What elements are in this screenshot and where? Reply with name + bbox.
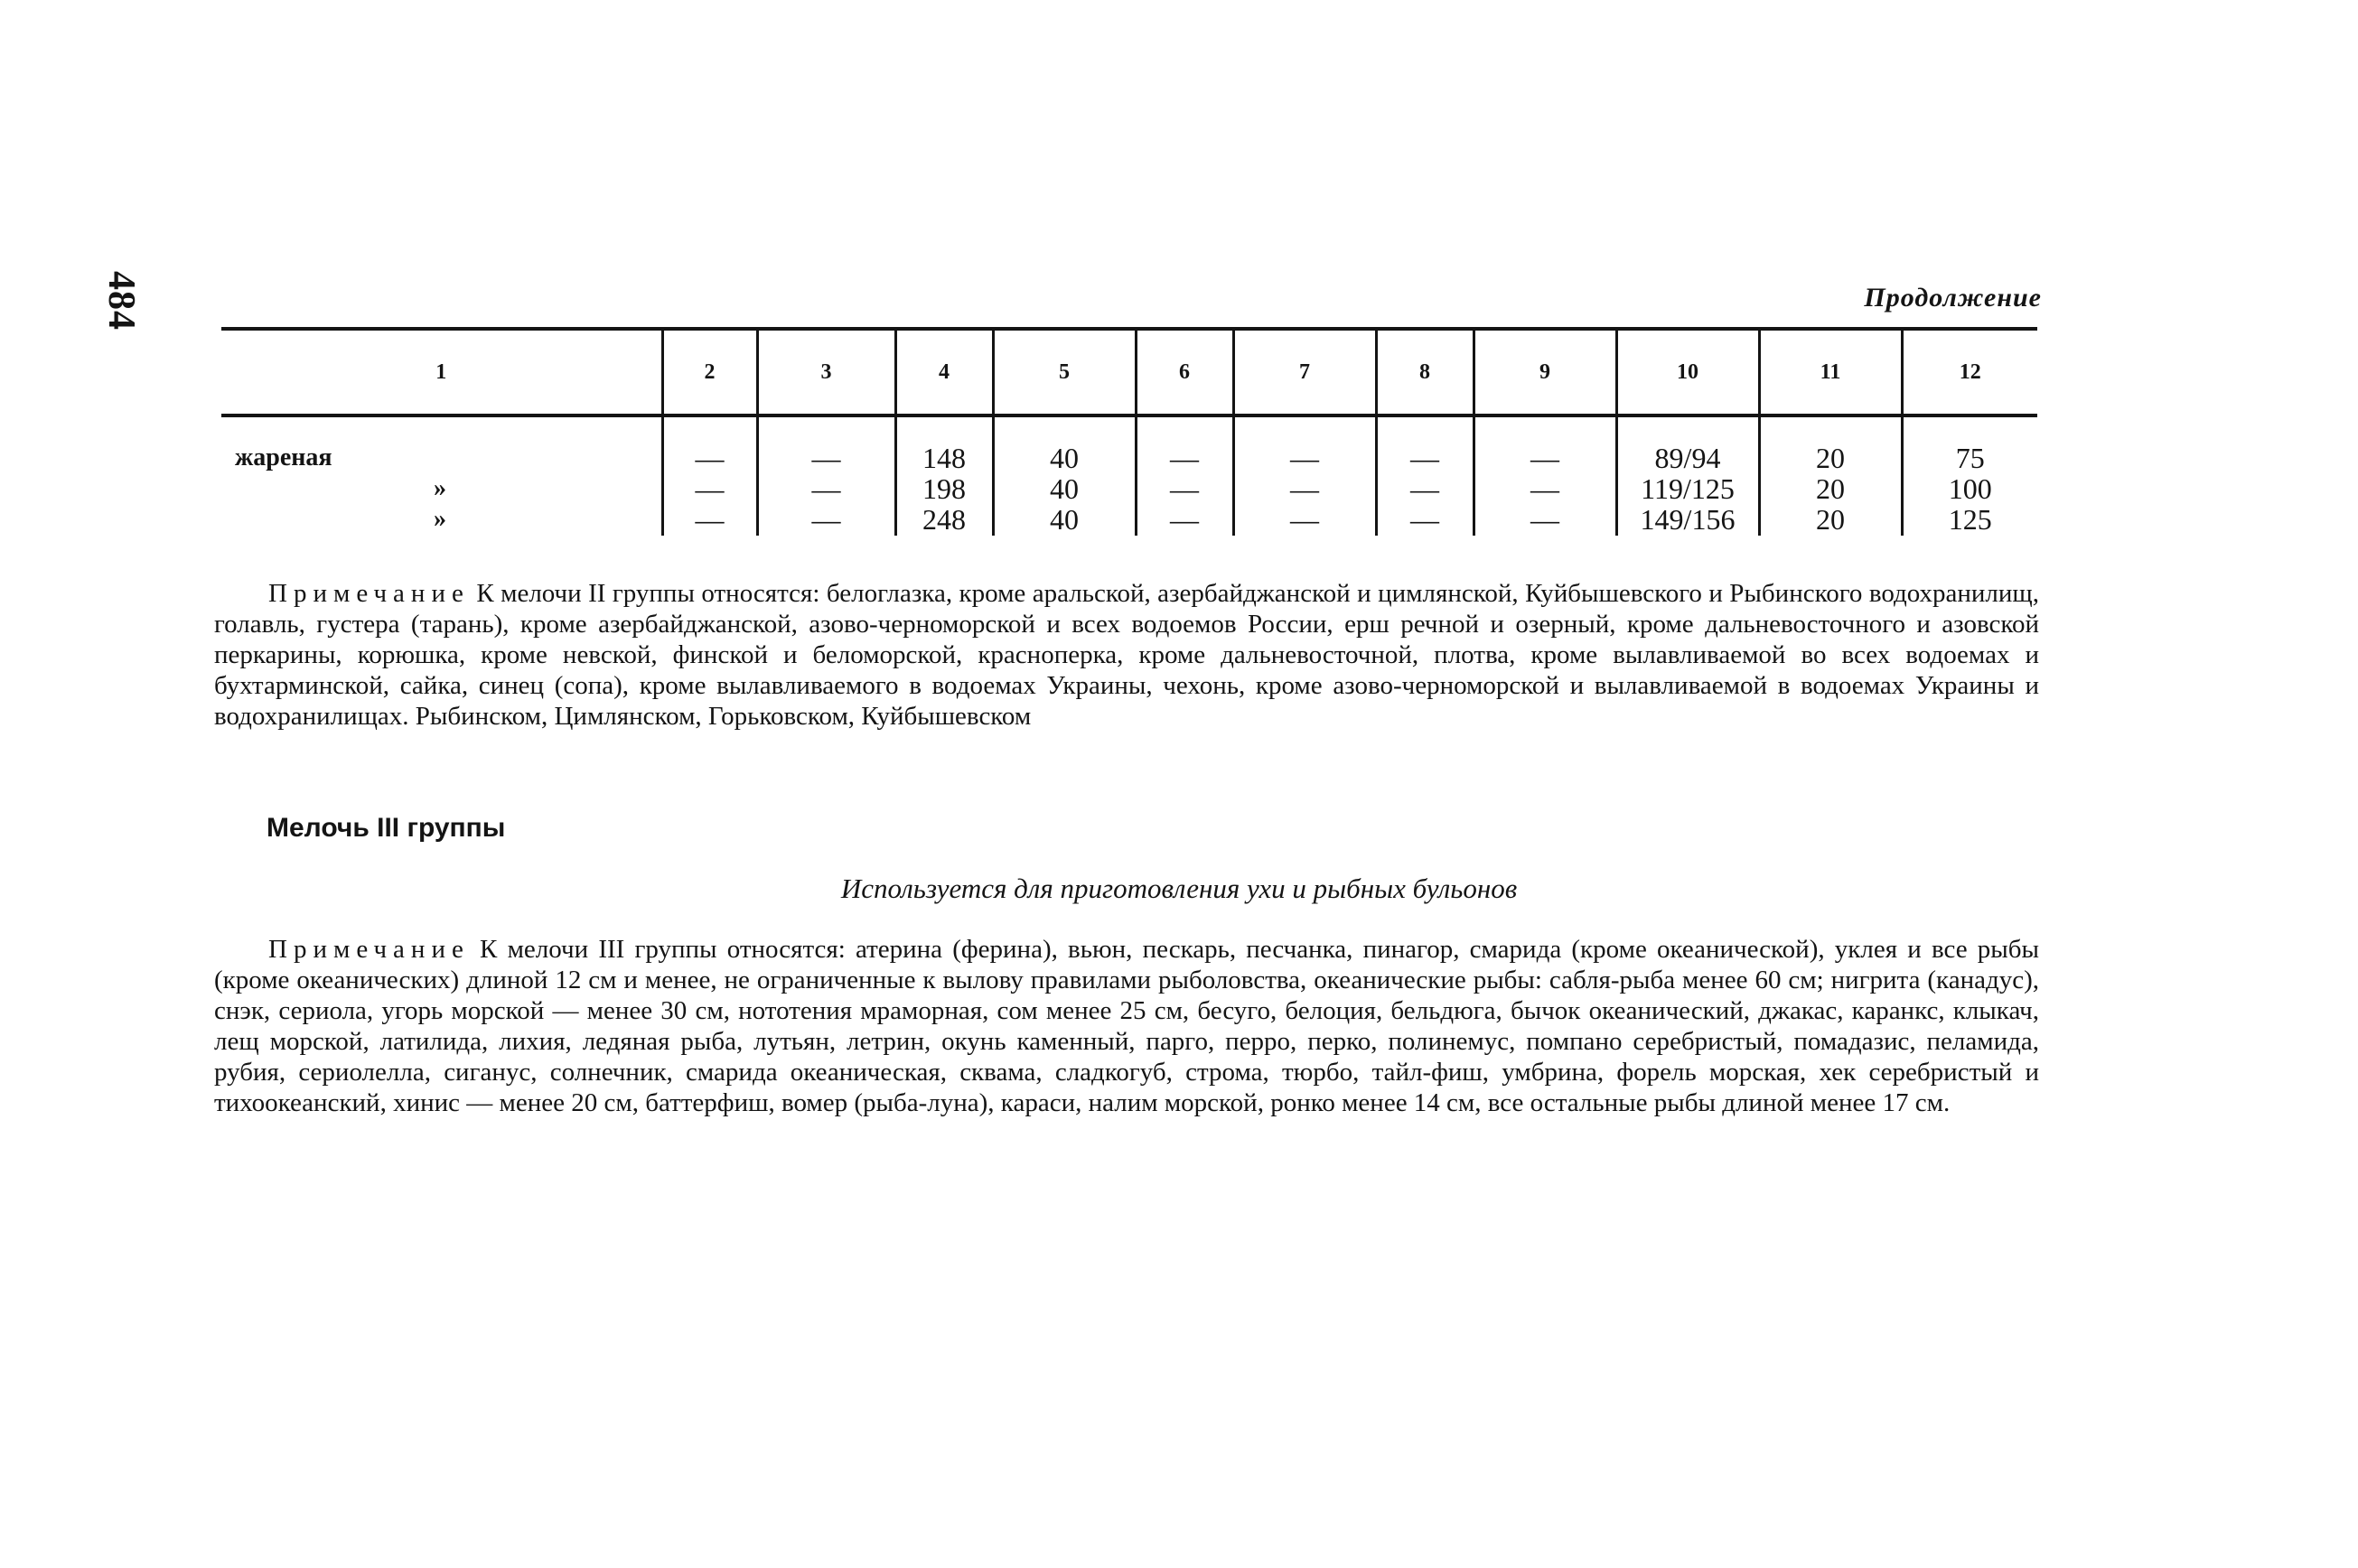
ditto-mark: »: [434, 474, 446, 502]
column-header: 3: [757, 329, 895, 415]
cell-value: —: [1410, 442, 1439, 474]
page-number: 484: [100, 271, 142, 331]
table-cell: [757, 415, 895, 536]
note-group-three: [214, 934, 2039, 1118]
cell-value: 148: [922, 442, 966, 474]
cell-value: 20: [1816, 503, 1845, 536]
cell-value: —: [811, 472, 841, 505]
cell-value: 100: [1948, 472, 1992, 505]
cell-value: 20: [1816, 472, 1845, 505]
cell-value: 125: [1948, 503, 1992, 536]
table-row: [221, 415, 2037, 536]
note-text: К мелочи III группы относятся: атерина (ферина), вьюн, пескарь, песчанка, пинагор, смарида (кроме океанической), уклея и все рыбы (кроме океанических) длиной 12 см и менее, не ограниченные к вылову правилами рыболовства, океанические рыбы: сабля-рыба менее 60 см; нигрита (канадус), снэк, сериола, угорь морской — менее 30 см, нототения мраморная, сом менее 25 см, бесуго, белоция, бельдюга, бычок океанический, джакас, каранкс, клыкач, лещ морской, латилида, лихия, ледяная рыба, лутьян, летрин, окунь каменный, парго, перро, перко, полинемус, помпано серебристый, помадазис, пеламида, рубия, сериолелла, сиганус, солнечник, смарида океаническая, сквама, сладкогуб, строма, тюрбо, тайл-фиш, умбрина, форель морская, хек серебристый и тихоокеанский, хинис — менее 20 см, баттерфиш, вомер (рыба-луна), караси, налим морской, ронко менее 14 см, все остальные рыбы длиной менее 17 см.: [214, 935, 2040, 1117]
table-cell: [662, 415, 757, 536]
note-label: Примечание: [268, 579, 470, 608]
cell-value: 149/156: [1640, 503, 1736, 536]
cell-value: —: [1530, 503, 1559, 536]
column-header: 2: [662, 329, 757, 415]
note-group-two: [214, 578, 2039, 732]
table-cell: [895, 415, 993, 536]
cell-value: 20: [1816, 442, 1845, 474]
cell-value: —: [1170, 442, 1199, 474]
cell-value: 248: [922, 503, 966, 536]
column-header: 11: [1759, 329, 1902, 415]
column-header: 8: [1376, 329, 1474, 415]
cell-value: 89/94: [1654, 442, 1721, 474]
usage-text: Используется для приготовления ухи и рыбных бульонов: [840, 873, 1518, 904]
cell-value: —: [1290, 442, 1319, 474]
note-label: Примечание: [268, 935, 470, 964]
column-header: 10: [1616, 329, 1759, 415]
column-header: 7: [1233, 329, 1376, 415]
cell-value: 198: [922, 472, 966, 505]
row-label: жареная: [235, 443, 332, 471]
table-cell: [1616, 415, 1759, 536]
table-cell: [993, 415, 1136, 536]
table-cell: [1759, 415, 1902, 536]
note-text: К мелочи II группы относятся: белоглазка, кроме аральской, азербайджанской и цимлянской, Куйбышевского и Рыбинского водохранилищ, голавль, густера (тарань), кроме азербайджанской, азово-черноморской и всех водоемов России, ерш речной и озерный, кроме дальневосточного и азовской перкарины, корюшка, кроме невской, финской и беломорской, красноперка, кроме дальневосточной, плотва, кроме вылавливаемой во всех водоемах и бухтарминской, сайка, синец (сопа), кроме вылавливаемого в водоемах Украины, чехонь, кроме азово-черноморской и вылавливаемой в водоемах Украины и водохранилищах. Рыбинском, Цимлянском, Горьковском, Куйбышевском: [214, 579, 2040, 731]
column-header: 12: [1902, 329, 2037, 415]
column-header: 6: [1136, 329, 1233, 415]
cell-value: —: [811, 503, 841, 536]
cell-value: —: [1170, 472, 1199, 505]
column-header: 5: [993, 329, 1136, 415]
cell-value: —: [1530, 472, 1559, 505]
table-cell: [1474, 415, 1616, 536]
cell-value: —: [695, 503, 725, 536]
data-table-container: [221, 327, 2037, 536]
cell-value: 75: [1955, 442, 1985, 474]
cell-value: —: [1290, 472, 1319, 505]
cell-value: —: [1410, 472, 1439, 505]
table-cell: [1376, 415, 1474, 536]
row-label-cell: [221, 415, 662, 536]
cell-value: —: [1290, 503, 1319, 536]
ditto-mark: »: [434, 505, 446, 533]
cell-value: 40: [1050, 503, 1079, 536]
cell-value: 40: [1050, 442, 1079, 474]
table-cell: [1902, 415, 2037, 536]
cell-value: 119/125: [1641, 472, 1735, 505]
column-header: 4: [895, 329, 993, 415]
data-table: [221, 327, 2037, 536]
section-heading: Мелочь III группы: [267, 813, 506, 843]
cell-value: —: [1410, 503, 1439, 536]
cell-value: —: [1530, 442, 1559, 474]
table-cell: [1136, 415, 1233, 536]
cell-value: 40: [1050, 472, 1079, 505]
cell-value: —: [695, 442, 725, 474]
column-header: 9: [1474, 329, 1616, 415]
cell-value: —: [695, 472, 725, 505]
continuation-label: Продолжение: [1864, 283, 2042, 313]
cell-value: —: [1170, 503, 1199, 536]
column-header: 1: [221, 329, 662, 415]
table-header-row: [221, 329, 2037, 415]
cell-value: —: [811, 442, 841, 474]
table-cell: [1233, 415, 1376, 536]
